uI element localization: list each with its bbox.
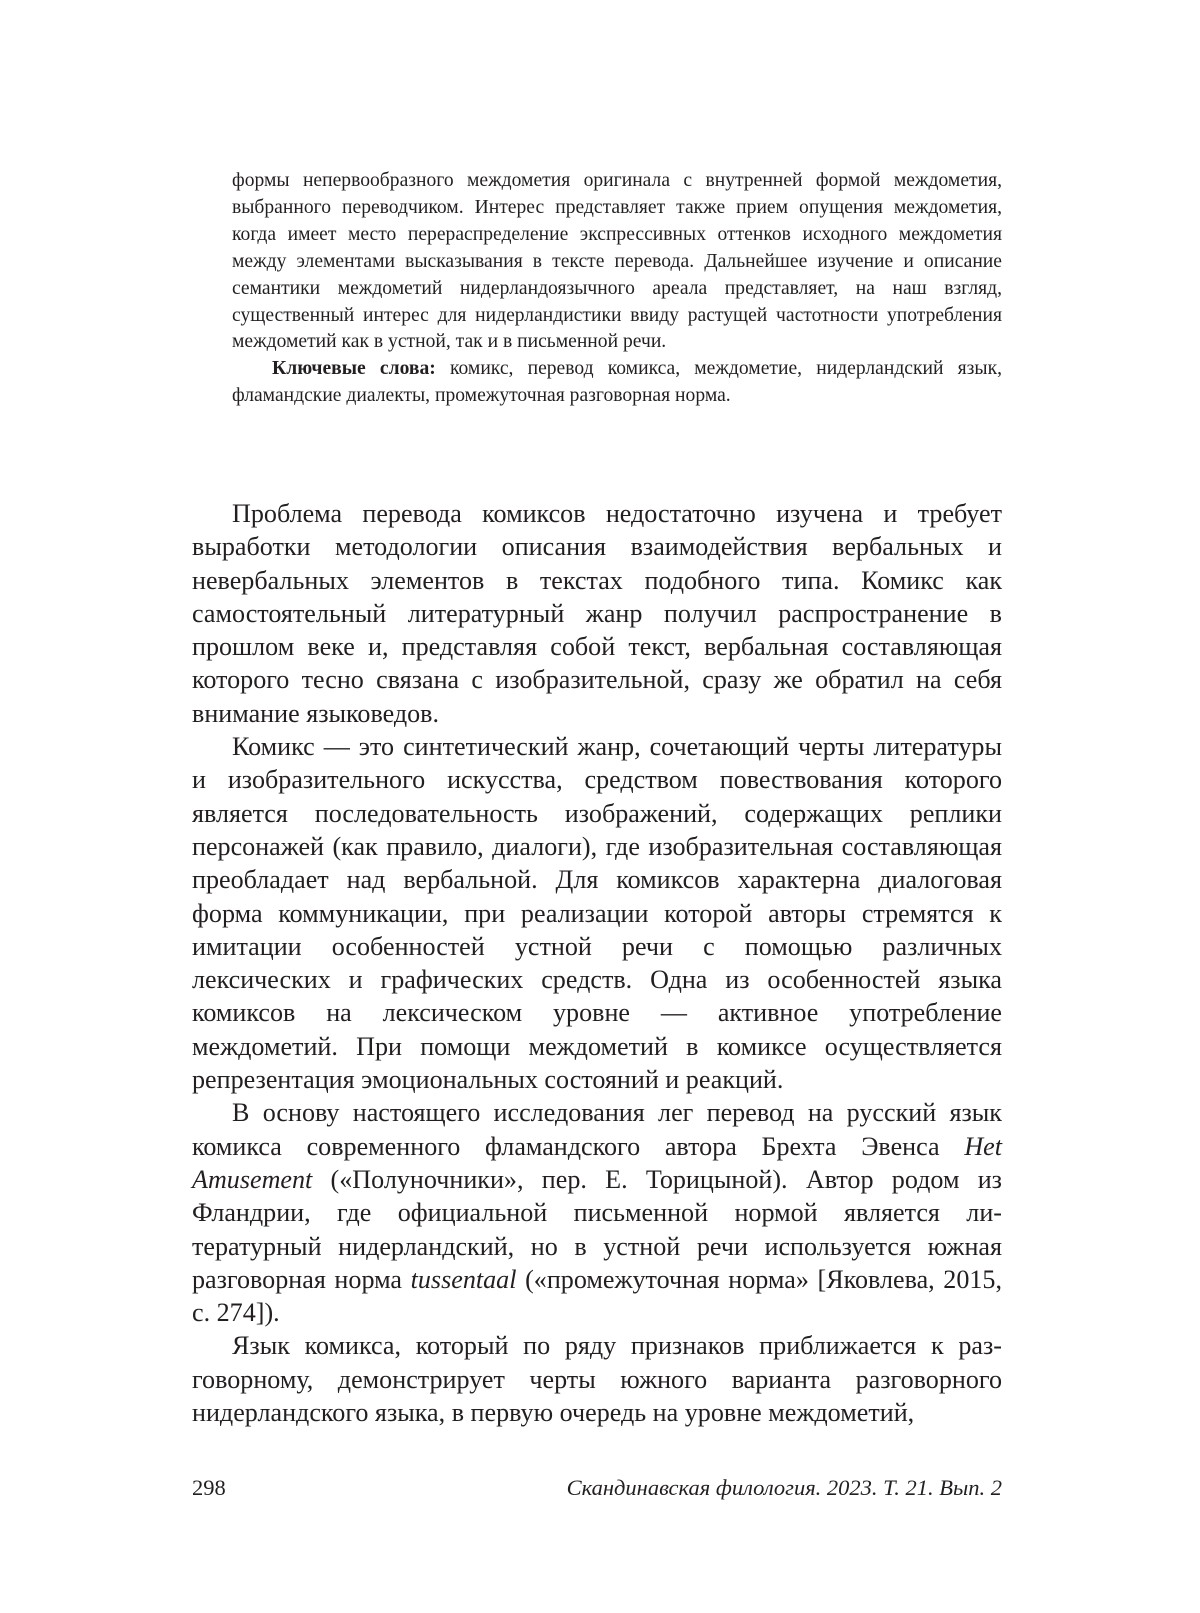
abstract-paragraph: формы непервообразного междометия оригинала с внутренней формой междометия, выбранного переводчиком. Интерес представляет также прием опущения междометия, когда имеет место перераспределение экспрессивных оттенков исходного междометия между элементами высказывания в тексте перевода. Дальнейшее изучение и описание семантики междометий нидерландоязычного ареала представляет, на наш взгляд, существенный интерес для нидерландистики ввиду растущей частотности употребления междометий как в устной, так и в письменной речи. xyxy=(232,170,1002,353)
abstract xyxy=(232,168,1002,410)
journal-reference: Скандинавская филология. 2023. Т. 21. Вып. 2 xyxy=(566,1475,1002,1500)
keywords xyxy=(232,356,1002,410)
paragraph-2: Комикс — это синтетический жанр, сочетающий черты литературы и изобразительного искусства, средством повествования которого является последовательность изображений, содержащих реплики персонажей (как правило, диалоги), где изобразительная составляющая преобладает над вербальной. Для комиксов характерна диалоговая форма коммуникации, при реализации которой авторы стремятся к имитации особенностей устной речи с помощью различных лексических и графических средств. Одна из особенностей языка комиксов на лексическом уровне — активное употребление междометий. При помощи междометий в комиксе осуществляется репрезентация эмоциональных состояний и реакций. xyxy=(192,732,1002,1095)
comic-title: Het Amusement xyxy=(192,1131,1002,1194)
page-footer xyxy=(192,1475,1002,1501)
term-tussentaal: tussentaal xyxy=(410,1264,517,1294)
main-text xyxy=(192,497,1002,1429)
keywords-text: комикс, перевод комикса, междометие, нидерландский язык, фламандские диалекты, промежуточная разговорная норма. xyxy=(232,358,1002,407)
paragraph-3-part-a: В основу настоящего исследования лег перевод на русский язык комикса современного фламандского автора Брехта Эвенса xyxy=(192,1098,1002,1161)
paragraph-1: Проблема перевода комиксов недостаточно изучена и требует выработки методологии описания взаимодействия вербальных и невербальных элементов в текстах подобного типа. Комикс как самостоятельный литературный жанр получил распространение в прошлом веке и, представляя собой текст, вербальная составляющая которого тесно связана с изобразительной, сразу же обратил на себя внимание языковедов. xyxy=(192,499,1002,728)
keywords-label: Ключевые слова: xyxy=(272,358,436,380)
paragraph-3-part-c: («промежуточная норма» [Яковлева, 2015, с. 274]). xyxy=(192,1264,1002,1328)
paragraph-3 xyxy=(192,1096,1002,1329)
page-number: 298 xyxy=(192,1475,226,1500)
paragraph-3-part-b: («Полуночники», пер. Е. Торицыной). Автор родом из Фландрии, где официальной письменной нормой является литературный нидерландский, но в устной речи используется южная разговорная норма xyxy=(192,1164,1002,1294)
paragraph-4: Язык комикса, который по ряду признаков приближается к разговорному, демонстрирует черты южного варианта разговорного нидерландского языка, в первую очередь на уровне междометий, xyxy=(192,1331,1002,1428)
